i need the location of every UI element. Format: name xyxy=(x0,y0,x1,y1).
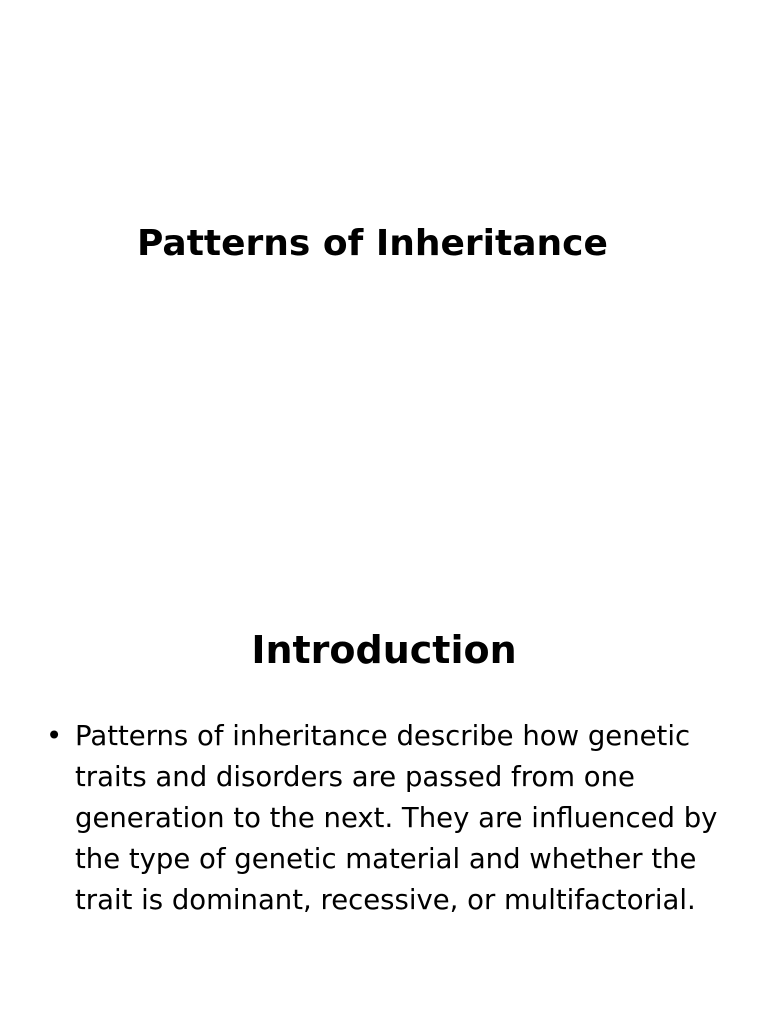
bullet-list xyxy=(46,716,736,921)
bullet-text: Patterns of inheritance describe how genetic traits and disorders are passed from one generation to the next. They are influenced by the type of genetic material and whether the trait is dominant, recessive, or multifactorial. xyxy=(75,720,718,916)
slide-introduction-heading: Introduction xyxy=(251,628,517,672)
bullet-item xyxy=(46,716,736,921)
bullet-icon: • xyxy=(46,720,63,752)
slide-title-heading: Patterns of Inheritance xyxy=(137,223,608,264)
slide-introduction xyxy=(0,512,768,1024)
